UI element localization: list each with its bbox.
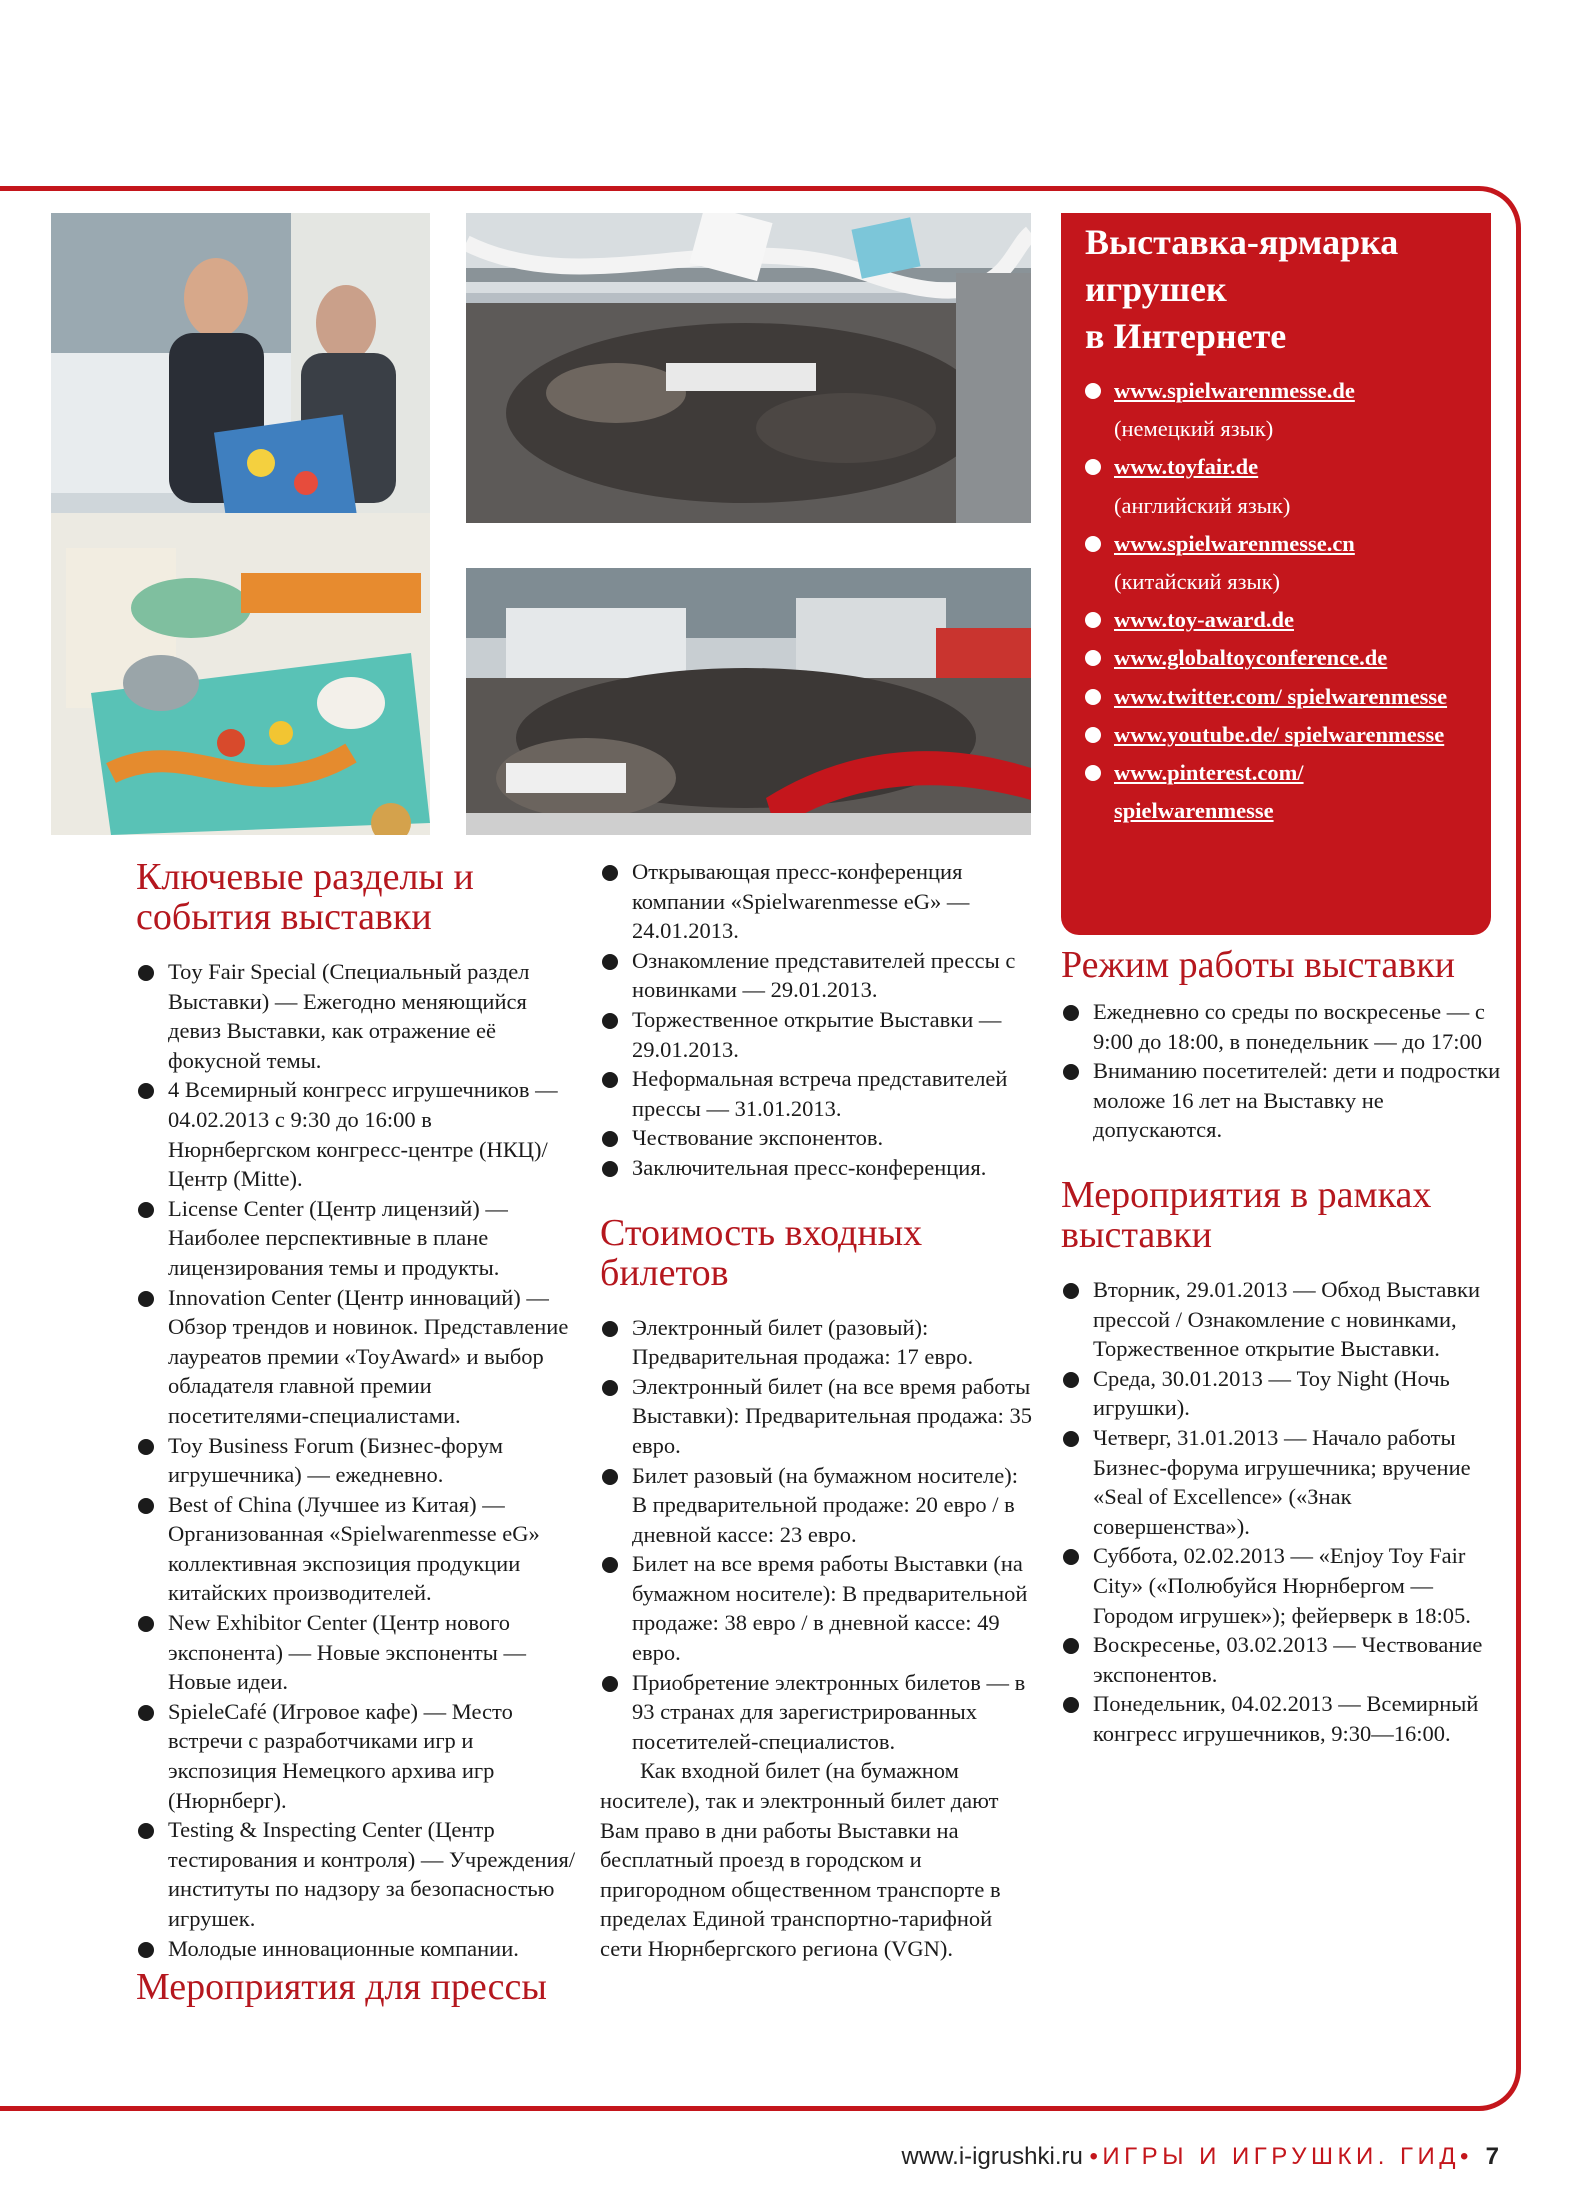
list-item: Toy Business Forum (Бизнес-форум игрушечника) — ежедневно. bbox=[136, 1431, 576, 1490]
link-item bbox=[1085, 754, 1467, 830]
list-item: Молодые инновационные компании. bbox=[136, 1934, 576, 1964]
link-item bbox=[1085, 639, 1467, 677]
photo-hall-panorama bbox=[466, 568, 1031, 835]
title-line: в Интернете bbox=[1085, 316, 1287, 356]
list-item: SpieleCafé (Игровое кафе) — Место встречи с разработчиками игр и экспозиция Немецкого архива игр (Нюрнберг). bbox=[136, 1697, 576, 1815]
tickets-note: Как входной билет (на бумажном носителе), так и электронный билет дают Вам право в дни работы Выставки на бесплатный проезд в городском и пригородном общественном транспорте в пределах Единой транспортно-тарифной сети Нюрнбергского региона (VGN). bbox=[600, 1758, 1001, 1961]
title-line: игрушек bbox=[1085, 269, 1227, 309]
section-title-tickets: Стоимость входных билетов bbox=[600, 1211, 923, 1294]
list-item: Четверг, 31.01.2013 — Начало работы Бизнес-форума игрушечника; вручение «Seal of Excellence» («Знак совершенства»). bbox=[1061, 1423, 1501, 1541]
section-title-key-sections: Ключевые разделы и события выставки bbox=[136, 856, 474, 938]
list-item: Ознакомление представителей прессы с новинками — 29.01.2013. bbox=[600, 946, 1035, 1005]
list-item: Приобретение электронных билетов — в 93 странах для зарегистрированных посетителей-специалистов. bbox=[600, 1668, 1035, 1757]
list-item: Неформальная встреча представителей прессы — 31.01.2013. bbox=[600, 1064, 1035, 1123]
link-pinterest[interactable]: www.pinterest.com/ spielwarenmesse bbox=[1114, 760, 1304, 824]
list-item: Innovation Center (Центр инноваций) — Обзор трендов и новинок. Представление лауреатов премии «ToyAward» и выбор обладателя главной премии посетителями-специалистами. bbox=[136, 1283, 576, 1431]
link-item bbox=[1085, 448, 1467, 524]
list-item: Электронный билет (разовый): Предварительная продажа: 17 евро. bbox=[600, 1313, 1035, 1372]
title-line: Выставка-ярмарка bbox=[1085, 222, 1399, 262]
link-twitter[interactable]: www.twitter.com/ spielwarenmesse bbox=[1114, 683, 1448, 709]
link-item bbox=[1085, 678, 1467, 716]
section-title-events: Мероприятия в рамках выставки bbox=[1061, 1173, 1432, 1256]
list-item: Воскресенье, 03.02.2013 — Чествование экспонентов. bbox=[1061, 1630, 1501, 1689]
list-item: Toy Fair Special (Специальный раздел Выставки) — Ежегодно меняющийся девиз Выставки, как отражение её фокусной темы. bbox=[136, 957, 576, 1075]
page-number: 7 bbox=[1485, 2143, 1499, 2170]
photo-crowd-hall bbox=[466, 213, 1031, 523]
list-item: Электронный билет (на все время работы Выставки): Предварительная продажа: 35 евро. bbox=[600, 1372, 1035, 1461]
link-item bbox=[1085, 601, 1467, 639]
column-middle bbox=[600, 857, 1035, 1964]
link-youtube[interactable]: www.youtube.de/ spielwarenmesse bbox=[1114, 721, 1445, 747]
list-item: Вниманию посетителей: дети и подростки моложе 16 лет на Выставку не допускаются. bbox=[1061, 1056, 1501, 1145]
key-sections-list bbox=[136, 957, 576, 1963]
section-title-hours: Режим работы выставки bbox=[1061, 944, 1455, 986]
column-right bbox=[1061, 945, 1501, 1748]
list-item: Заключительная пресс-конференция. bbox=[600, 1153, 1035, 1183]
press-events-list bbox=[600, 857, 1035, 1183]
footer-magazine-name: •ИГРЫ И ИГРУШКИ. ГИД• bbox=[1089, 2143, 1473, 2170]
list-item: Вторник, 29.01.2013 — Обход Выставки прессой / Ознакомление с новинками, Торжественное открытие Выставки. bbox=[1061, 1275, 1501, 1364]
link-spielwarenmesse-de[interactable]: www.spielwarenmesse.de bbox=[1114, 378, 1355, 403]
tickets-list bbox=[600, 1313, 1035, 1757]
link-item bbox=[1085, 716, 1467, 754]
list-item: Билет разовый (на бумажном носителе): В предварительной продаже: 20 евро / в дневной кассе: 23 евро. bbox=[600, 1461, 1035, 1550]
section-title-press-events: Мероприятия для прессы bbox=[136, 1966, 547, 2009]
list-item: License Center (Центр лицензий) — Наиболее перспективные в плане лицензирования темы и продукты. bbox=[136, 1194, 576, 1283]
list-item: Среда, 30.01.2013 — Toy Night (Ночь игрушки). bbox=[1061, 1364, 1501, 1423]
page-footer bbox=[901, 2143, 1499, 2171]
list-item: Ежедневно со среды по воскресенье — с 9:00 до 18:00, в понедельник — до 17:00 bbox=[1061, 997, 1501, 1056]
list-item: Best of China (Лучшее из Китая) — Организованная «Spielwarenmesse eG» коллективная экспозиция продукции китайских производителей. bbox=[136, 1490, 576, 1608]
internet-links-box bbox=[1061, 213, 1491, 935]
link-item bbox=[1085, 525, 1467, 601]
list-item: Билет на все время работы Выставки (на бумажном носителе): В предварительной продаже: 38 евро / в дневной кассе: 49 евро. bbox=[600, 1549, 1035, 1667]
list-item: Чествование экспонентов. bbox=[600, 1123, 1035, 1153]
links-list bbox=[1085, 372, 1467, 830]
link-globaltoyconference[interactable]: www.globaltoyconference.de bbox=[1114, 645, 1388, 671]
list-item: Торжественное открытие Выставки — 29.01.2013. bbox=[600, 1005, 1035, 1064]
link-spielwarenmesse-cn[interactable]: www.spielwarenmesse.cn bbox=[1114, 530, 1355, 556]
list-item: Открывающая пресс-конференция компании «Spielwarenmesse eG» — 24.01.2013. bbox=[600, 857, 1035, 946]
list-item: Суббота, 02.02.2013 — «Enjoy Toy Fair City» («Полюбуйся Нюрнбергом — Городом игрушек»); фейерверк в 18:05. bbox=[1061, 1541, 1501, 1630]
list-item: Понедельник, 04.02.2013 — Всемирный конгресс игрушечников, 9:30—16:00. bbox=[1061, 1689, 1501, 1748]
internet-box-title bbox=[1085, 219, 1467, 360]
footer-url[interactable]: www.i-igrushki.ru bbox=[901, 2143, 1083, 2170]
link-toyfair-de[interactable]: www.toyfair.de bbox=[1114, 454, 1259, 480]
link-language: (английский язык) bbox=[1114, 492, 1291, 518]
events-list bbox=[1061, 1275, 1501, 1749]
photo-toy-diorama bbox=[51, 213, 430, 835]
link-language: (китайский язык) bbox=[1114, 569, 1281, 595]
column-left bbox=[136, 857, 576, 2027]
list-item: New Exhibitor Center (Центр нового экспонента) — Новые экспоненты — Новые идеи. bbox=[136, 1608, 576, 1697]
list-item: 4 Всемирный конгресс игрушечников — 04.02.2013 с 9:30 до 16:00 в Нюрнбергском конгресс-центре (НКЦ)/Центр (Mitte). bbox=[136, 1075, 576, 1193]
link-item bbox=[1085, 372, 1467, 448]
link-language: (немецкий язык) bbox=[1114, 416, 1274, 442]
hours-list bbox=[1061, 997, 1501, 1145]
link-toy-award[interactable]: www.toy-award.de bbox=[1114, 607, 1294, 633]
list-item: Testing & Inspecting Center (Центр тестирования и контроля) — Учреждения/институты по надзору за безопасностью игрушек. bbox=[136, 1815, 576, 1933]
